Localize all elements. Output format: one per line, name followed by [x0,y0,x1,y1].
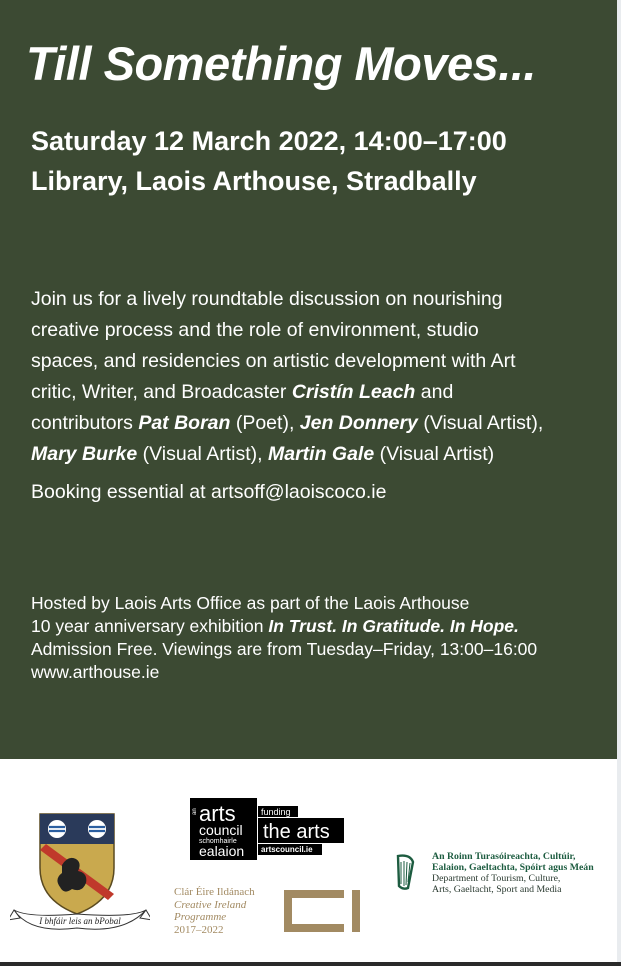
department-text [432,851,594,895]
dept-line-english: Arts, Gaeltacht, Sport and Media [432,884,562,895]
ac-an: an [192,808,198,815]
ac-arts: arts [199,801,236,826]
hosted-line: Hosted by Laois Arts Office as part of the Laois Arthouse [31,593,470,613]
ac-chomhairle: schomhairle [199,838,237,845]
event-title: Till Something Moves... [26,37,536,90]
description-line: spaces, and residencies on artistic development with Art [31,350,516,372]
hosted-line: Admission Free. Viewings are from Tuesday–Friday, 13:00–16:00 [31,639,538,659]
event-description [31,284,601,470]
contributor-role: (Poet), [230,412,300,434]
description-line [31,377,601,408]
ac-url: artscouncil.ie [261,845,313,854]
harp-icon [394,852,416,892]
hosted-line [31,615,537,638]
creative-ireland-text [174,886,255,936]
website-link[interactable]: www.arthouse.ie [31,662,160,682]
ci-line: Programme [174,911,227,923]
contributor-role: (Visual Artist), [417,412,544,434]
ci-line: 2017–2022 [174,923,224,936]
event-date: Saturday 12 March 2022, 14:00–17:00 [31,126,507,156]
contributor-name: Pat Boran [138,412,231,434]
description-text: and [415,381,454,403]
contributor-name: Martin Gale [267,443,375,465]
dept-line-english: Department of Tourism, Culture, [432,873,561,884]
description-line: creative process and the role of environment, studio [31,319,479,341]
host-name: Cristín Leach [291,381,416,403]
ac-funding: funding [261,807,291,817]
description-line [31,439,601,470]
ci-line: Clár Éire Ildánach [174,886,255,898]
dept-line-irish: An Roinn Turasóireachta, Cultúir, [432,851,576,862]
event-venue: Library, Laois Arthouse, Stradbally [31,166,477,196]
exhibition-name: In Trust. In Gratitude. In Hope. [268,616,519,636]
ci-line: Creative Ireland [174,898,247,911]
description-line: Join us for a lively roundtable discussion on nourishing [31,288,503,310]
county-crest-logo [10,810,150,935]
crest-motto: I bhfáir leis an bPobal [39,916,121,926]
bottom-edge [0,962,621,966]
creative-ireland-logo [278,886,364,936]
hosted-info [31,592,537,684]
contributor-name: Mary Burke [31,443,138,465]
dept-line-irish: Ealaion, Gaeltachta, Spóirt agus Meán [432,862,594,873]
arts-council-logo [190,798,350,862]
ac-the-arts: the arts [263,821,330,843]
description-line [31,408,601,439]
booking-info: Booking essential at artsoff@laoiscoco.ie [31,481,387,503]
contributor-name: Jen Donnery [299,412,418,434]
ac-ealaion: ealaion [199,843,245,859]
contributor-role: (Visual Artist) [374,443,495,465]
description-text: contributors [31,412,139,434]
contributor-role: (Visual Artist), [137,443,268,465]
page-edge [617,0,621,966]
hosted-text: 10 year anniversary exhibition [31,616,269,636]
description-text: critic, Writer, and Broadcaster [31,381,292,403]
ac-council: council [199,822,243,838]
